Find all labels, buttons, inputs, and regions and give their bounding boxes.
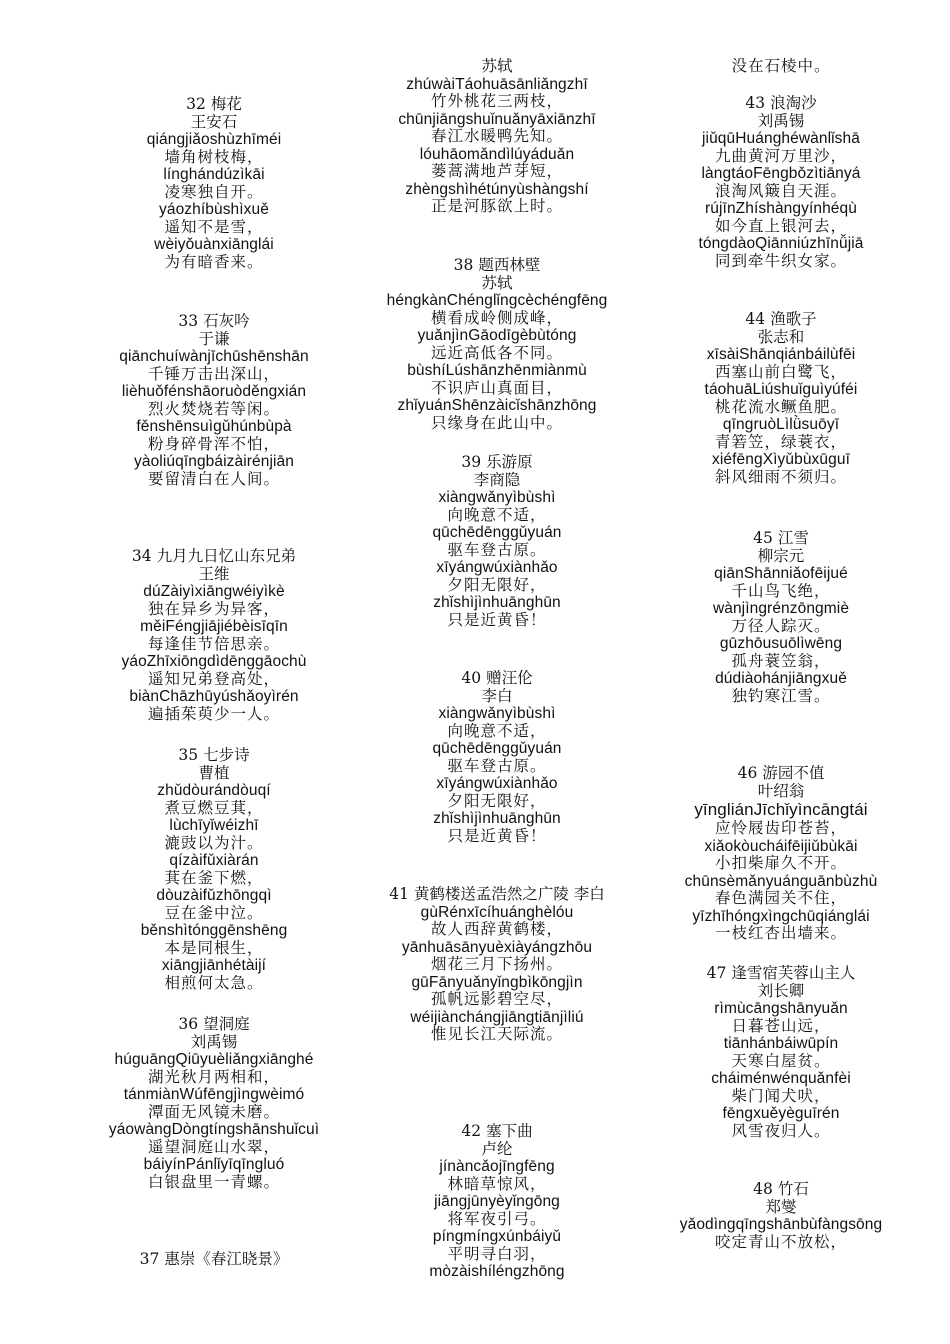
pinyin-line: rìmùcāngshānyuǎn — [714, 1000, 848, 1017]
pinyin-line: wèiyǒuànxiānglái — [154, 236, 274, 253]
pinyin-line: làngtáoFēngbǒzìtiānyá — [701, 165, 861, 182]
pinyin-line: jiāngjūnyèyǐngōng — [434, 1193, 560, 1210]
pinyin-line: dúdiàohánjiāngxuě — [715, 670, 847, 687]
pinyin-line: měiFéngjiājiébèisīqīn — [140, 618, 288, 635]
poem-title: 41 黄鹤楼送孟浩然之广陵 李白 — [389, 885, 605, 903]
pinyin-line: tánmiànWúfēngjìngwèimó — [123, 1086, 305, 1103]
hanzi-line: 竹外桃花三两枝， — [430, 92, 563, 110]
pinyin-line: dúZàiyìxiāngwéiyìkè — [143, 583, 285, 600]
pinyin-line: xiéfēngXìyǔbùxūguī — [712, 451, 850, 468]
poem-block — [103, 548, 325, 723]
pinyin-line: rújīnZhíshàngyínhéqù — [705, 200, 857, 217]
poem-title: 32 梅花 — [186, 95, 242, 113]
pinyin-line: wéijiànchángjiāngtiānjìliú — [410, 1008, 584, 1026]
hanzi-line: 故人西辞黄鹤楼， — [430, 920, 563, 938]
hanzi-line: 春色满园关不住， — [714, 889, 847, 907]
hanzi-line: 烈火焚烧若等闲。 — [147, 399, 280, 418]
pinyin-line: xiàngwǎnyìbùshì — [438, 489, 556, 506]
poem-block — [668, 58, 894, 76]
hanzi-line: 驱车登古原。 — [447, 540, 547, 559]
pinyin-line: qūchēdēnggǔyuán — [432, 740, 562, 757]
hanzi-line: 遍插茱萸少一人。 — [147, 704, 280, 723]
pinyin-line: yáowàngDòngtíngshānshuǐcuì — [108, 1121, 320, 1138]
pinyin-line: gūFānyuǎnyǐngbìkōngjìn — [411, 973, 583, 991]
hanzi-line: 一枝红杏出墙来。 — [714, 924, 847, 942]
poem-block — [103, 96, 325, 271]
hanzi-line: 日暮苍山远， — [731, 1016, 831, 1035]
hanzi-line: 潭面无风镜未磨。 — [147, 1102, 280, 1121]
poem-author: 王安石 — [190, 112, 238, 131]
hanzi-line: 将军夜引弓。 — [447, 1209, 547, 1228]
pinyin-line: cháiménwénquǎnfèi — [711, 1070, 851, 1087]
poem-block — [668, 965, 894, 1140]
pinyin-line: píngmíngxúnbáiyǔ — [432, 1228, 562, 1245]
pinyin-line: wànjìngrénzōngmiè — [712, 600, 850, 617]
pinyin-line: lùchīyǐwéizhī — [169, 817, 259, 834]
hanzi-line: 同到牵牛织女家。 — [714, 251, 847, 270]
poem-title: 48 竹石 — [753, 1180, 809, 1198]
poem-author: 叶绍翁 — [757, 781, 805, 800]
poem-title: 34 九月九日忆山东兄弟 — [131, 547, 297, 565]
poem-title: 39 乐游原 — [461, 453, 533, 471]
pinyin-line: húguāngQiūyuèliǎngxiānghé — [114, 1051, 314, 1068]
pinyin-line: línghándúzìkāi — [163, 166, 265, 183]
hanzi-line: 夕阳无限好， — [447, 791, 547, 810]
hanzi-line: 夕阳无限好， — [447, 575, 547, 594]
pinyin-line: jiǔqūHuánghéwànlǐshā — [702, 130, 860, 147]
pinyin-line: yīngliánJīchǐyìncāngtái — [694, 800, 868, 819]
pinyin-line: xiàngwǎnyìbùshì — [438, 705, 556, 722]
hanzi-line: 林暗草惊风， — [447, 1174, 547, 1193]
pinyin-line: tóngdàoQiānniúzhīnǚjiā — [698, 235, 864, 252]
poem-block — [385, 257, 609, 432]
poem-block — [668, 1181, 894, 1251]
poem-block — [668, 765, 894, 943]
pinyin-line: fěnshēnsuìgǔhúnbùpà — [136, 418, 292, 435]
hanzi-line: 相煎何太急。 — [164, 973, 264, 992]
hanzi-line: 凌寒独自开。 — [164, 182, 264, 201]
hanzi-line: 漉豉以为汁。 — [164, 833, 264, 852]
poem-block — [385, 1123, 609, 1281]
hanzi-line: 孤帆远影碧空尽， — [430, 990, 563, 1008]
pinyin-line: fēngxuěyèguīrén — [722, 1105, 840, 1122]
hanzi-line: 横看成岭侧成峰， — [430, 308, 563, 327]
poem-block — [385, 886, 609, 1044]
pinyin-line: yānhuāsānyuèxiàyángzhōu — [401, 938, 593, 956]
hanzi-line: 为有暗香来。 — [164, 252, 264, 271]
pinyin-line: chūnjiāngshuǐnuǎnyāxiānzhī — [398, 110, 596, 128]
hanzi-line: 正是河豚欲上时。 — [430, 197, 563, 215]
hanzi-line: 斜风细雨不须归。 — [714, 467, 847, 486]
hanzi-line: 浪淘风簸自天涯。 — [714, 181, 847, 200]
poem-title: 44 渔歌子 — [745, 310, 817, 328]
poem-title: 33 石灰吟 — [178, 312, 250, 330]
hanzi-line: 风雪夜归人。 — [731, 1121, 831, 1140]
hanzi-line: 萁在釜下燃， — [164, 868, 264, 887]
poem-title: 46 游园不值 — [737, 764, 825, 782]
hanzi-line: 千山鸟飞绝， — [731, 581, 831, 600]
hanzi-line: 小扣柴扉久不开。 — [714, 854, 847, 872]
hanzi-line: 豆在釜中泣。 — [164, 903, 264, 922]
pinyin-line: báiyínPánlǐyīqīngluó — [143, 1156, 285, 1173]
poem-title: 40 赠汪伦 — [461, 669, 533, 687]
pinyin-line: lièhuǒfénshāoruòděngxián — [121, 383, 307, 400]
hanzi-line: 千锤万击出深山， — [147, 364, 280, 383]
poem-author: 刘长卿 — [757, 981, 805, 1000]
pinyin-line: yǎodìngqīngshānbùfàngsōng — [679, 1216, 883, 1233]
poem-author: 柳宗元 — [757, 546, 805, 565]
pinyin-line: héngkànChénglǐngcèchéngfēng — [386, 292, 608, 309]
poem-author: 郑燮 — [765, 1197, 797, 1216]
pinyin-line: yàoliúqīngbáizàirénjiān — [134, 453, 294, 470]
hanzi-line: 远近高低各不同。 — [430, 343, 563, 362]
pinyin-line: bùshíLúshānzhēnmiànmù — [407, 362, 587, 379]
poem-author: 苏轼 — [481, 57, 513, 75]
poem-block — [385, 58, 609, 216]
pinyin-line: xiǎokòucháifēijiǔbùkāi — [704, 837, 858, 855]
pinyin-line: qízàifǔxiàrán — [169, 852, 259, 869]
hanzi-line: 青箬笠，绿蓑衣， — [714, 432, 847, 451]
hanzi-line: 独在异乡为异客， — [147, 599, 280, 618]
poem-author: 苏轼 — [481, 273, 513, 292]
pinyin-line: xīyángwúxiànhǎo — [436, 775, 558, 792]
hanzi-line: 每逢佳节倍思亲。 — [147, 634, 280, 653]
hanzi-line: 要留清白在人间。 — [147, 469, 280, 488]
hanzi-line: 西塞山前白鹭飞， — [714, 362, 847, 381]
hanzi-line: 墙角树枝梅， — [164, 147, 264, 166]
hanzi-line: 柴门闻犬吠， — [731, 1086, 831, 1105]
pinyin-line: mòzàishíléngzhōng — [429, 1263, 565, 1280]
poem-author: 刘禹锡 — [190, 1032, 238, 1051]
pinyin-line: zhǐshìjìnhuānghūn — [433, 594, 561, 611]
poem-author: 曹植 — [198, 763, 230, 782]
hanzi-line: 遥知不是雪， — [164, 217, 264, 236]
pinyin-line: tiānhánbáiwūpín — [723, 1035, 839, 1052]
hanzi-line: 只缘身在此山中。 — [430, 413, 563, 432]
pinyin-line: qiānchuíwànjīchūshēnshān — [119, 348, 309, 365]
hanzi-line: 如今直上银河去， — [714, 216, 847, 235]
pinyin-line: zhǐyuánShēnzàicǐshānzhōng — [397, 397, 597, 414]
poem-author: 卢纶 — [481, 1139, 513, 1158]
poem-block — [668, 530, 894, 705]
poem-block — [103, 1016, 325, 1191]
hanzi-line: 驱车登古原。 — [447, 756, 547, 775]
pinyin-line: xīsàiShānqiánbáilùfēi — [706, 346, 856, 363]
hanzi-line: 没在石棱中。 — [731, 57, 831, 75]
hanzi-line: 惟见长江天际流。 — [430, 1025, 563, 1043]
poem-title: 37 惠崇《春江晓景》 — [139, 1250, 289, 1268]
poem-block — [385, 454, 609, 629]
pinyin-line: chūnsèmǎnyuánguānbùzhù — [684, 872, 878, 890]
poem-block — [385, 670, 609, 845]
poem-title: 36 望洞庭 — [178, 1015, 250, 1033]
hanzi-line: 遥望洞庭山水翠， — [147, 1137, 280, 1156]
hanzi-line: 不识庐山真面目， — [430, 378, 563, 397]
pinyin-line: yáozhíbùshìxuě — [159, 201, 269, 218]
hanzi-line: 孤舟蓑笠翁， — [731, 651, 831, 670]
poem-author: 李白 — [481, 686, 513, 705]
poem-author: 王维 — [198, 564, 230, 583]
poem-author: 张志和 — [757, 327, 805, 346]
hanzi-line: 向晚意不适， — [447, 505, 547, 524]
pinyin-line: yáoZhīxiōngdìdēnggāochù — [121, 653, 307, 670]
pinyin-line: zhèngshìhétúnyùshàngshí — [405, 180, 589, 198]
poem-title: 45 江雪 — [753, 529, 809, 547]
pinyin-line: qiángjiǎoshùzhīméi — [146, 131, 282, 148]
pinyin-line: zhǐshìjìnhuānghūn — [433, 810, 561, 827]
poem-block — [103, 1251, 325, 1269]
poem-block — [668, 311, 894, 486]
hanzi-line: 烟花三月下扬州。 — [430, 955, 563, 973]
hanzi-line: 只是近黄昏！ — [447, 610, 547, 629]
pinyin-line: běnshìtónggēnshēng — [140, 922, 288, 939]
hanzi-line: 咬定青山不放松， — [714, 1232, 847, 1251]
pinyin-line: yīzhīhóngxìngchūqiánglái — [692, 907, 870, 925]
poem-block — [103, 747, 325, 992]
pinyin-line: yuǎnjìnGāodīgèbùtóng — [417, 327, 577, 344]
hanzi-line: 本是同根生， — [164, 938, 264, 957]
hanzi-line: 春江水暖鸭先知。 — [430, 127, 563, 145]
pinyin-line: zhúwàiTáohuāsānliǎngzhī — [406, 75, 588, 93]
poem-title: 47 逢雪宿芙蓉山主人 — [706, 964, 856, 982]
pinyin-line: lóuhāomǎndìlúyáduǎn — [419, 145, 575, 163]
hanzi-line: 桃花流水鳜鱼肥。 — [714, 397, 847, 416]
pinyin-line: zhǔdòurándòuqí — [157, 782, 271, 799]
hanzi-line: 向晚意不适， — [447, 721, 547, 740]
pinyin-line: qīngruòLìlǜsuōyī — [722, 416, 840, 433]
pinyin-line: gūzhōusuōlìwēng — [719, 635, 843, 652]
pinyin-line: xīyángwúxiànhǎo — [436, 559, 558, 576]
hanzi-line: 煮豆燃豆萁， — [164, 798, 264, 817]
poem-title: 35 七步诗 — [178, 746, 250, 764]
pinyin-line: qiānShānniǎofēijué — [714, 565, 848, 582]
poem-author: 于谦 — [198, 329, 230, 348]
hanzi-line: 平明寻白羽， — [447, 1244, 547, 1263]
hanzi-line: 应怜屐齿印苍苔， — [714, 819, 847, 837]
poem-block — [103, 313, 325, 488]
pinyin-line: qūchēdēnggǔyuán — [432, 524, 562, 541]
hanzi-line: 万径人踪灭。 — [731, 616, 831, 635]
hanzi-line: 只是近黄昏！ — [447, 826, 547, 845]
hanzi-line: 白银盘里一青螺。 — [147, 1172, 280, 1191]
pinyin-line: dòuzàifǔzhōngqì — [156, 887, 272, 904]
poem-author: 刘禹锡 — [757, 111, 805, 130]
pinyin-line: táohuāLiúshuǐguìyúféi — [704, 381, 858, 398]
poem-author: 李商隐 — [473, 470, 521, 489]
hanzi-line: 独钓寒江雪。 — [731, 686, 831, 705]
poem-block — [668, 95, 894, 270]
pinyin-line: gùRénxīcíhuánghèlóu — [420, 903, 574, 921]
hanzi-line: 天寒白屋贫。 — [731, 1051, 831, 1070]
poem-title: 38 题西林壁 — [453, 256, 541, 274]
hanzi-line: 粉身碎骨浑不怕， — [147, 434, 280, 453]
poem-title: 42 塞下曲 — [461, 1122, 533, 1140]
hanzi-line: 湖光秋月两相和， — [147, 1067, 280, 1086]
pinyin-line: biànChāzhūyúshǎoyìrén — [129, 688, 299, 705]
poem-title: 43 浪淘沙 — [745, 94, 817, 112]
hanzi-line: 遥知兄弟登高处， — [147, 669, 280, 688]
hanzi-line: 九曲黄河万里沙， — [714, 146, 847, 165]
pinyin-line: xiāngjiānhétàijí — [161, 957, 267, 974]
hanzi-line: 蒌蒿满地芦芽短， — [430, 162, 563, 180]
pinyin-line: jínàncǎojīngfēng — [439, 1158, 555, 1175]
